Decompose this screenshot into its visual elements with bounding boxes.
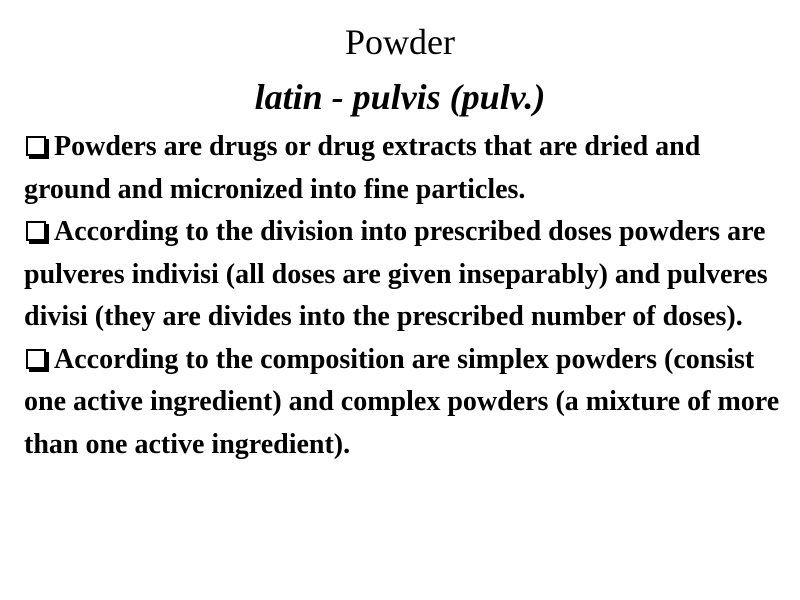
checkbox-square-icon bbox=[26, 221, 46, 241]
checkbox-square-icon bbox=[26, 136, 46, 156]
bullet-text: According to the division into prescribed doses powders are pulveres indivisi (all doses are given inseparably) and pulveres divisi (they are divides into the prescribed number of doses). bbox=[24, 216, 768, 332]
bullet-item bbox=[24, 126, 790, 211]
bullet-text: According to the composition are simplex powders (consist one active ingredient) and complex powders (a mixture of more than one active ingredient). bbox=[24, 343, 780, 460]
checkbox-square-icon bbox=[26, 349, 46, 369]
bullet-item bbox=[24, 211, 790, 339]
slide-subtitle: latin - pulvis (pulv.) bbox=[254, 77, 546, 117]
bullet-text: Powders are drugs or drug extracts that are dried and ground and micronized into fine particles. bbox=[24, 131, 701, 205]
bullet-item bbox=[24, 339, 790, 467]
slide-title: Powder bbox=[345, 22, 455, 62]
bullet-list bbox=[24, 126, 790, 466]
